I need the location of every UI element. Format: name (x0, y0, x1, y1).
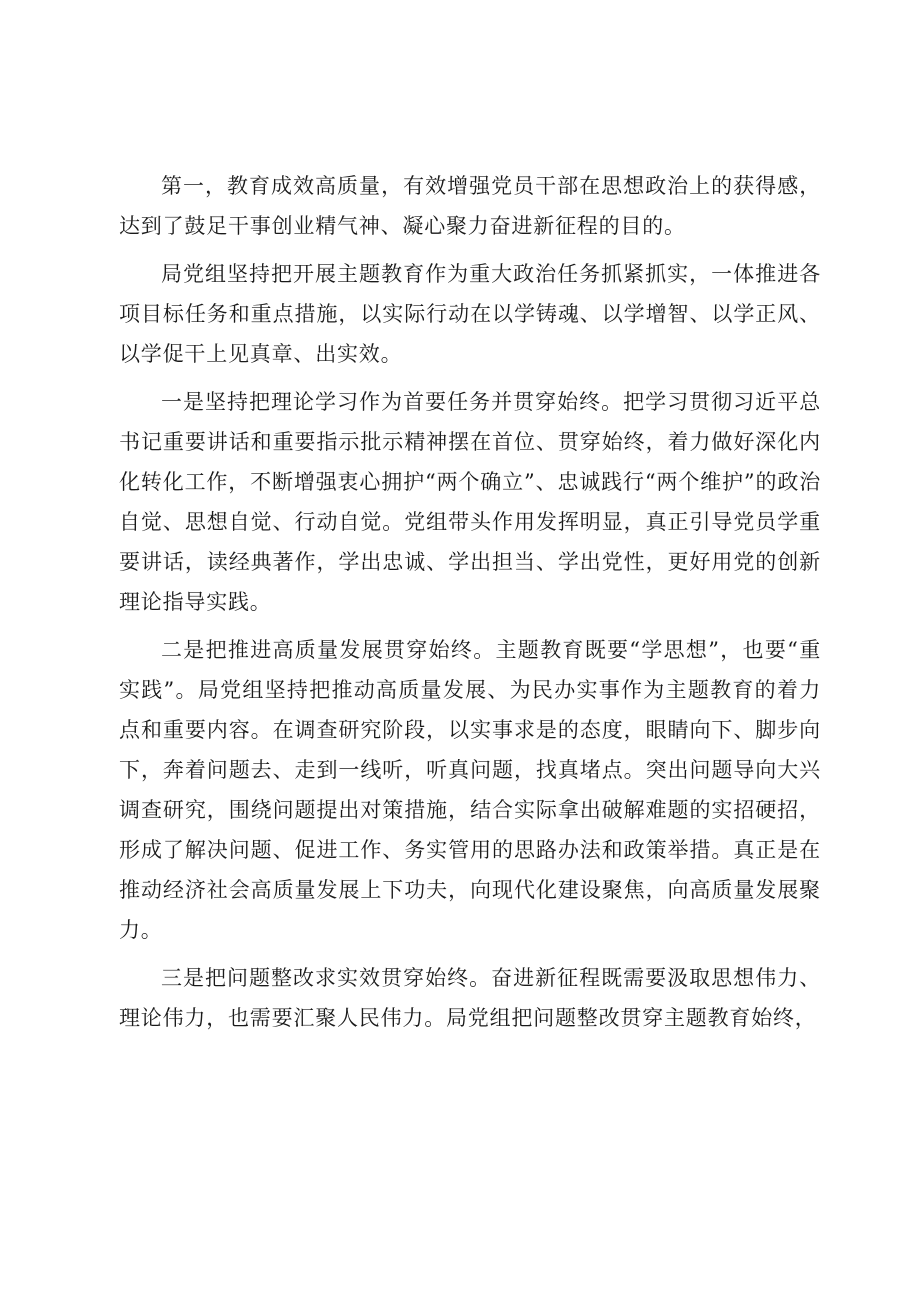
document-body (119, 166, 821, 1046)
paragraph-2: 局党组坚持把开展主题教育作为重大政治任务抓紧抓实，一体推进各项目标任务和重点措施，以实际行动在以学铸魂、以学增智、以学正风、以学促干上见真章、出实效。 (119, 262, 821, 366)
paragraph-4: 二是把推进高质量发展贯穿始终。主题教育既要“学思想”，也要“重实践”。局党组坚持把推动高质量发展、为民办实事作为主题教育的着力点和重要内容。在调查研究阶段，以实事求是的态度，眼睛向下、脚步向下，奔着问题去、走到一线听，听真问题，找真堵点。突出问题导向大兴调查研究，围绕问题提出对策措施，结合实际拿出破解难题的实招硬招，形成了解决问题、促进工作、务实管用的思路办法和政策举措。真正是在推动经济社会高质量发展上下功夫，向现代化建设聚焦，向高质量发展聚力。 (119, 638, 821, 942)
paragraph-3: 一是坚持把理论学习作为首要任务并贯穿始终。把学习贯彻习近平总书记重要讲话和重要指示批示精神摆在首位、贯穿始终，着力做好深化内化转化工作，不断增强衷心拥护“两个确立”、忠诚践行“两个维护”的政治自觉、思想自觉、行动自觉。党组带头作用发挥明显，真正引导党员学重要讲话，读经典著作，学出忠诚、学出担当、学出党性，更好用党的创新理论指导实践。 (119, 390, 821, 614)
paragraph-1: 第一，教育成效高质量，有效增强党员干部在思想政治上的获得感，达到了鼓足干事创业精气神、凝心聚力奋进新征程的目的。 (119, 174, 821, 238)
paragraph-5: 三是把问题整改求实效贯穿始终。奋进新征程既需要汲取思想伟力、理论伟力，也需要汇聚人民伟力。局党组把问题整改贯穿主题教育始终， (119, 966, 821, 1030)
